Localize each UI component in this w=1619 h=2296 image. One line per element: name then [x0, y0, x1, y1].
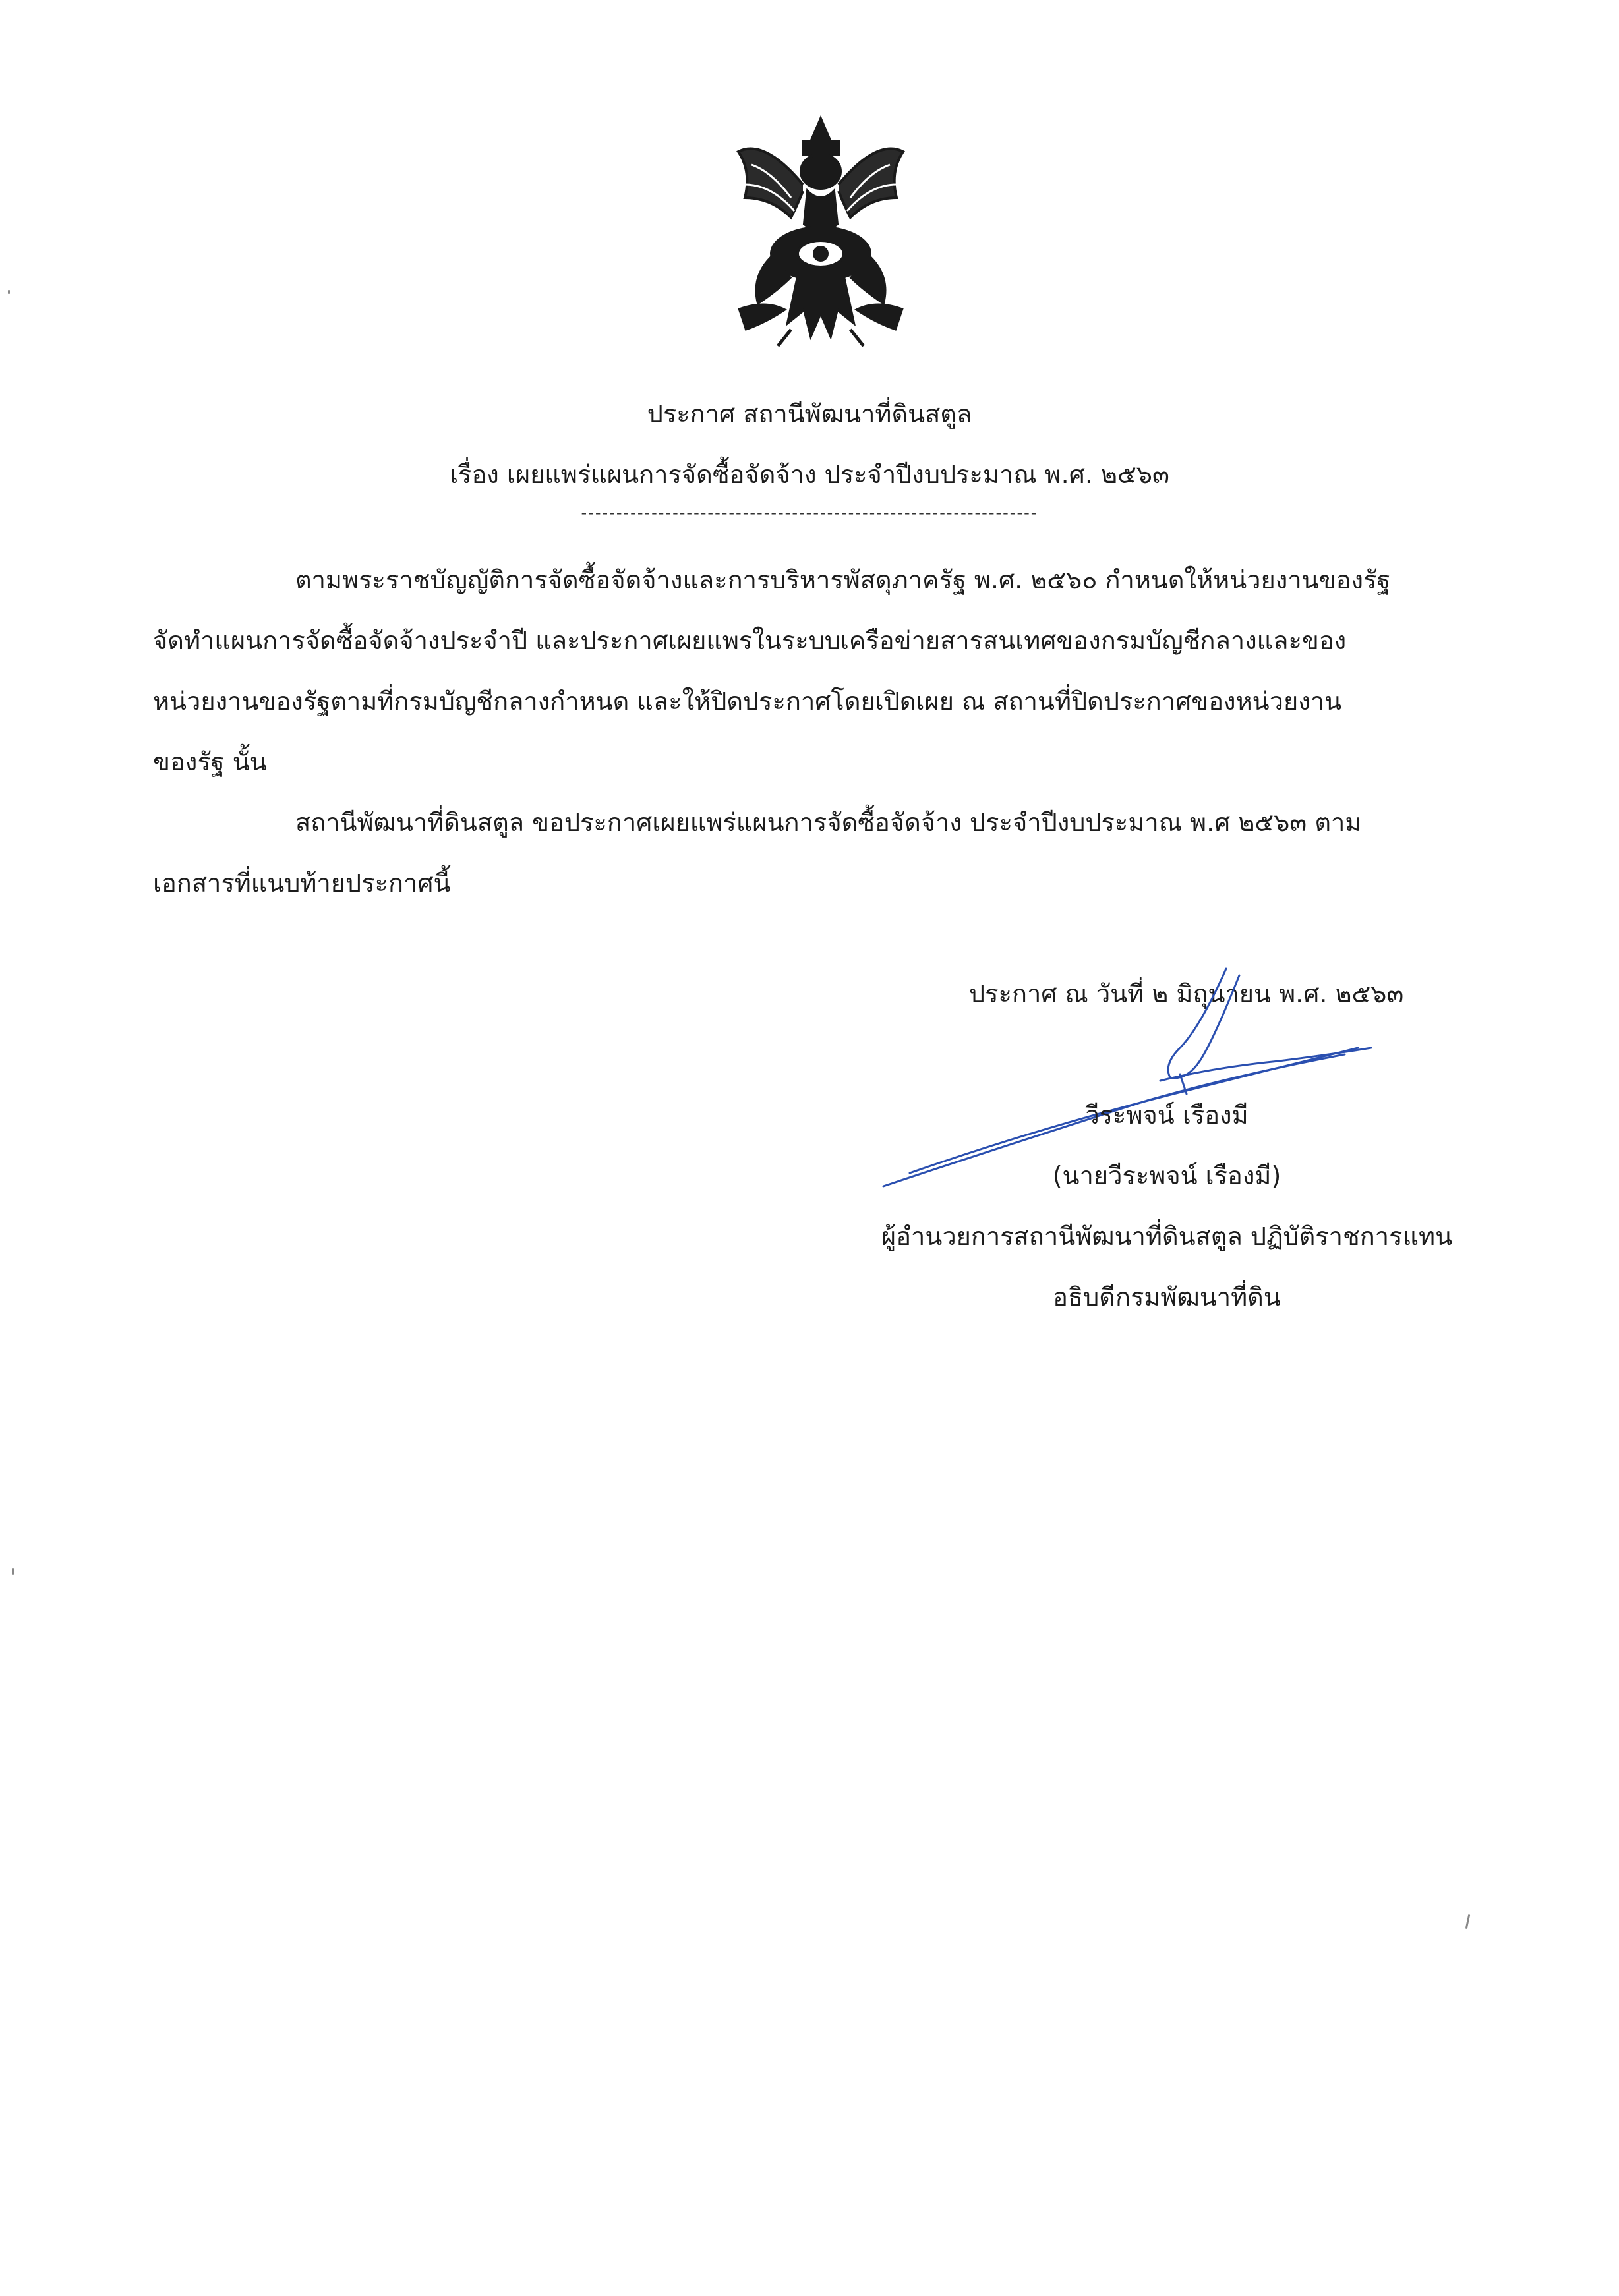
body-paragraph1-line4: ของรัฐ นั้น [153, 747, 267, 776]
body-paragraph1-line2: จัดทำแผนการจัดซื้อจัดจ้างประจำปี และประกาศเผยแพรในระบบเครือข่ายสารสนเทศของกรมบัญชีกลางและของ [153, 626, 1347, 655]
signer-position-line1: ผู้อำนวยการสถานีพัฒนาที่ดินสตูล ปฏิบัติราชการแทน [881, 1222, 1453, 1251]
announcement-subject: เรื่อง เผยแพร่แผนการจัดซื้อจัดจ้าง ประจำปีงบประมาณ พ.ศ. ๒๕๖๓ [450, 460, 1169, 489]
announcement-title: ประกาศ สถานีพัฒนาที่ดินสตูล [647, 399, 972, 428]
scan-speck [8, 290, 10, 294]
signer-full-name: (นายวีระพจน์ เรืองมี) [1052, 1161, 1281, 1190]
garuda-emblem-icon [725, 112, 916, 349]
body-paragraph2-line2: เอกสารที่แนบท้ายประกาศนี้ [153, 869, 451, 898]
body-paragraph2-line1: สถานีพัฒนาที่ดินสตูล ขอประกาศเผยแพร่แผนการจัดซื้อจัดจ้าง ประจำปีงบประมาณ พ.ศ ๒๕๖๓ ตาม [295, 808, 1362, 837]
body-paragraph1-line1: ตามพระราชบัญญัติการจัดซื้อจัดจ้างและการบริหารพัสดุภาครัฐ พ.ศ. ๒๕๖๐ กำหนดให้หน่วยงานของรัฐ [295, 565, 1391, 594]
body-paragraph1-line3: หน่วยงานของรัฐตามที่กรมบัญชีกลางกำหนด และให้ปิดประกาศโดยเปิดเผย ณ สถานที่ปิดประกาศของหน่วยงาน [153, 687, 1342, 716]
announcement-date: ประกาศ ณ วันที่ ๒ มิถุนายน พ.ศ. ๒๕๖๓ [969, 979, 1404, 1008]
scan-speck [12, 1568, 14, 1575]
header-separator: ----------------------------------------------------------------- [581, 506, 1038, 519]
scan-speck [1465, 1914, 1471, 1929]
signer-position-line2: อธิบดีกรมพัฒนาที่ดิน [1053, 1282, 1281, 1311]
signer-name: วีระพจน์ เรืองมี [1085, 1101, 1249, 1130]
